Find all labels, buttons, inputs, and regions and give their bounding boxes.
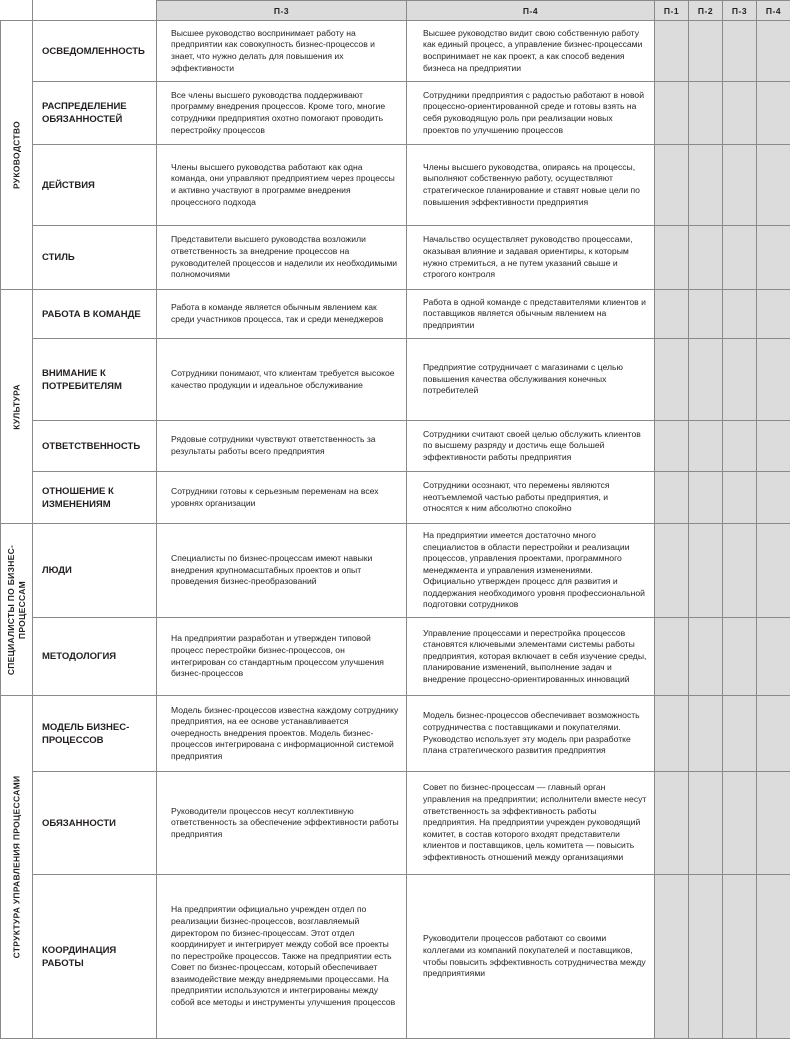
score-cell-p1[interactable] xyxy=(655,421,689,472)
table-row xyxy=(1,875,790,1039)
p4-description: Работа в одной команде с представителями клиентов и поставщиков является обычным явлением на предприятии xyxy=(407,290,655,339)
score-cell-p2[interactable] xyxy=(689,82,723,145)
group-label-line1: СПЕЦИАЛИСТЫ ПО БИЗНЕС- xyxy=(5,544,16,675)
criterion-cell: РАБОТА В КОМАНДЕ xyxy=(33,290,157,339)
score-cell-p4[interactable] xyxy=(757,290,790,339)
score-cell-p1[interactable] xyxy=(655,145,689,226)
criterion-cell: КООРДИНАЦИЯ РАБОТЫ xyxy=(33,875,157,1039)
score-cell-p3[interactable] xyxy=(723,290,757,339)
header-score-p4: П-4 xyxy=(757,1,790,21)
score-cell-p3[interactable] xyxy=(723,339,757,421)
table-row xyxy=(1,21,790,82)
p4-description: Члены высшего руководства, опираясь на процессы, выполняют собственную работу, осуществляют стратегическое планирование и ставят новые цели по повышения эффективности предприятия xyxy=(407,145,655,226)
criterion-cell: ЛЮДИ xyxy=(33,524,157,618)
score-cell-p3[interactable] xyxy=(723,21,757,82)
group-label: РУКОВОДСТВО xyxy=(11,120,21,190)
p3-description: Члены высшего руководства работают как одна команда, они управляют предприятием через процессы и активно участвуют в программе внедрения процессного подхода xyxy=(157,145,407,226)
score-cell-p1[interactable] xyxy=(655,696,689,772)
header-score-p1: П-1 xyxy=(655,1,689,21)
p4-description: Сотрудники осознают, что перемены являются неотъемлемой частью работы предприятия, и относятся к ним абсолютно спокойно xyxy=(407,472,655,524)
score-cell-p1[interactable] xyxy=(655,472,689,524)
p3-description: Рядовые сотрудники чувствуют ответственность за результаты работы всего предприятия xyxy=(157,421,407,472)
criterion-cell: ДЕЙСТВИЯ xyxy=(33,145,157,226)
score-cell-p2[interactable] xyxy=(689,696,723,772)
score-cell-p4[interactable] xyxy=(757,618,790,696)
criterion-cell: МОДЕЛЬ БИЗНЕС-ПРОЦЕССОВ xyxy=(33,696,157,772)
criterion-cell: СТИЛЬ xyxy=(33,226,157,290)
p4-description: Совет по бизнес-процессам — главный орган управления на предприятии; исполнители вместе несут ответственность за эффективность работы предприятия. На предприятии учрежден руководящий комитет, в состав которого входят представители клиентов и поставщиков, цель комитета — повысить эффективность отношений между организациями xyxy=(407,772,655,875)
table-row xyxy=(1,290,790,339)
score-cell-p4[interactable] xyxy=(757,226,790,290)
score-cell-p2[interactable] xyxy=(689,145,723,226)
criterion-cell: МЕТОДОЛОГИЯ xyxy=(33,618,157,696)
group-label: СТРУКТУРА УПРАВЛЕНИЯ ПРОЦЕССАМИ xyxy=(11,775,21,959)
score-cell-p4[interactable] xyxy=(757,472,790,524)
group-specialists xyxy=(1,524,33,696)
p4-description: Управление процессами и перестройка процессов становятся ключевыми элементами системы работы предприятия, которая включает в себя изучение среды, планирование изменений, выполнение задач и внедрение процессно-ориентированных инноваций xyxy=(407,618,655,696)
score-cell-p1[interactable] xyxy=(655,226,689,290)
score-cell-p2[interactable] xyxy=(689,21,723,82)
p4-description: Высшее руководство видит свою собственную работу как единый процесс, а управление бизнес-процессами воспринимает не как проект, а как способ ведения бизнеса на предприятии xyxy=(407,21,655,82)
header-corner xyxy=(1,1,33,21)
score-cell-p2[interactable] xyxy=(689,875,723,1039)
score-cell-p3[interactable] xyxy=(723,226,757,290)
p4-description: Руководители процессов работают со своими коллегами из компаний покупателей и поставщиков, чтобы повысить эффективность сотрудничества между предприятиями xyxy=(407,875,655,1039)
p3-description: Сотрудники готовы к серьезным переменам на всех уровнях организации xyxy=(157,472,407,524)
group-leadership xyxy=(1,21,33,290)
score-cell-p2[interactable] xyxy=(689,472,723,524)
criterion-cell: ОСВЕДОМЛЕННОСТЬ xyxy=(33,21,157,82)
p3-description: Сотрудники понимают, что клиентам требуется высокое качество продукции и идеальное обслуживание xyxy=(157,339,407,421)
score-cell-p1[interactable] xyxy=(655,524,689,618)
table-row xyxy=(1,145,790,226)
table-row xyxy=(1,82,790,145)
group-label: КУЛЬТУРА xyxy=(11,383,21,430)
p3-description: На предприятии официально учрежден отдел по реализации бизнес-процессов, возглавляемый директором по бизнес-процессам. Этот отдел координирует и интегрирует между собой все проекты по перестройке процессов. Также на предприятии есть Совет по бизнес-процессам, который обеспечивает взаимодействие между внедряемыми процессами. На предприятии используются и интегрированы между собой все методы и инструменты улучшения процессов xyxy=(157,875,407,1039)
score-cell-p2[interactable] xyxy=(689,290,723,339)
group-structure xyxy=(1,696,33,1039)
score-cell-p4[interactable] xyxy=(757,875,790,1039)
criterion-cell: ОТВЕТСТВЕННОСТЬ xyxy=(33,421,157,472)
criterion-cell: ОБЯЗАННОСТИ xyxy=(33,772,157,875)
score-cell-p4[interactable] xyxy=(757,421,790,472)
criterion-cell: РАСПРЕДЕЛЕНИЕ ОБЯЗАННОСТЕЙ xyxy=(33,82,157,145)
header-p3: П-3 xyxy=(157,1,407,21)
header-p4: П-4 xyxy=(407,1,655,21)
score-cell-p4[interactable] xyxy=(757,21,790,82)
score-cell-p2[interactable] xyxy=(689,524,723,618)
criterion-cell: ВНИМАНИЕ К ПОТРЕБИТЕЛЯМ xyxy=(33,339,157,421)
score-cell-p1[interactable] xyxy=(655,339,689,421)
score-cell-p4[interactable] xyxy=(757,772,790,875)
score-cell-p4[interactable] xyxy=(757,696,790,772)
p4-description: Модель бизнес-процессов обеспечивает возможность сотрудничества с поставщиками и покупателями. Руководство использует эту модель при разработке плана стратегического развития предприятия xyxy=(407,696,655,772)
score-cell-p1[interactable] xyxy=(655,21,689,82)
group-label-line2: ПРОЦЕССАМ xyxy=(16,580,27,639)
score-cell-p4[interactable] xyxy=(757,145,790,226)
score-cell-p1[interactable] xyxy=(655,875,689,1039)
table-row xyxy=(1,524,790,618)
table-row xyxy=(1,226,790,290)
score-cell-p1[interactable] xyxy=(655,772,689,875)
score-cell-p3[interactable] xyxy=(723,696,757,772)
header-score-p3: П-3 xyxy=(723,1,757,21)
score-cell-p1[interactable] xyxy=(655,290,689,339)
score-cell-p4[interactable] xyxy=(757,82,790,145)
score-cell-p2[interactable] xyxy=(689,618,723,696)
table-row xyxy=(1,696,790,772)
table-row xyxy=(1,772,790,875)
score-cell-p3[interactable] xyxy=(723,618,757,696)
table-row xyxy=(1,472,790,524)
table-row xyxy=(1,421,790,472)
header-row xyxy=(1,1,790,21)
score-cell-p3[interactable] xyxy=(723,772,757,875)
header-criterion-blank xyxy=(33,1,157,21)
group-culture xyxy=(1,290,33,524)
p3-description: Все члены высшего руководства поддерживают программу внедрения процессов. Кроме того, многие сотрудники предприятия охотно помогают проводить перестройку процессов xyxy=(157,82,407,145)
score-cell-p1[interactable] xyxy=(655,618,689,696)
p4-description: Предприятие сотрудничает с магазинами с целью повышения качества обслуживания конечных потребителей xyxy=(407,339,655,421)
score-cell-p2[interactable] xyxy=(689,421,723,472)
score-cell-p3[interactable] xyxy=(723,875,757,1039)
criterion-cell: ОТНОШЕНИЕ К ИЗМЕНЕНИЯМ xyxy=(33,472,157,524)
header-score-p2: П-2 xyxy=(689,1,723,21)
score-cell-p3[interactable] xyxy=(723,145,757,226)
score-cell-p3[interactable] xyxy=(723,524,757,618)
p3-description: На предприятии разработан и утвержден типовой процесс перестройки бизнес-процессов, он интегрирован со стандартным процессом улучшения бизнес-процессов xyxy=(157,618,407,696)
p3-description: Специалисты по бизнес-процессам имеют навыки внедрения крупномасштабных проектов и опыт проведения бизнес-преобразований xyxy=(157,524,407,618)
score-cell-p2[interactable] xyxy=(689,226,723,290)
score-cell-p4[interactable] xyxy=(757,339,790,421)
p3-description: Руководители процессов несут коллективную ответственность за обеспечение эффективности работы предприятия xyxy=(157,772,407,875)
table-row xyxy=(1,618,790,696)
score-cell-p2[interactable] xyxy=(689,339,723,421)
table-row xyxy=(1,339,790,421)
score-cell-p2[interactable] xyxy=(689,772,723,875)
score-cell-p3[interactable] xyxy=(723,82,757,145)
score-cell-p4[interactable] xyxy=(757,524,790,618)
p3-description: Представители высшего руководства возложили ответственность за внедрение процессов на руководителей процессов и наделили их необходимыми полномочиями xyxy=(157,226,407,290)
p4-description: Сотрудники считают своей целью обслужить клиентов по высшему разряду и достичь еще большей эффективности работы предприятия xyxy=(407,421,655,472)
p3-description: Высшее руководство воспринимает работу на предприятии как совокупность бизнес-процессов и знает, что нужно делать для повышения их эффективности xyxy=(157,21,407,82)
p4-description: Начальство осуществляет руководство процессами, оказывая влияние и задавая ориентиры, к которым нужно стремиться, а не путем указаний свыше и строгого контроля xyxy=(407,226,655,290)
p4-description: На предприятии имеется достаточно много специалистов в области перестройки и реализации процессов, управления проектами, программного менеджмента и управления изменениями. Официально утвержден процесс для развития и поддержания необходимого уровня профессиональной подготовки сотрудников xyxy=(407,524,655,618)
group-label xyxy=(6,544,28,674)
p4-description: Сотрудники предприятия с радостью работают в новой процессно-ориентированной среде и готовы взять на себя руководящую роль при реализации новых проектов по улучшению процессов xyxy=(407,82,655,145)
p3-description: Работа в команде является обычным явлением как среди участников процесса, так и среди менеджеров xyxy=(157,290,407,339)
score-cell-p1[interactable] xyxy=(655,82,689,145)
score-cell-p3[interactable] xyxy=(723,472,757,524)
score-cell-p3[interactable] xyxy=(723,421,757,472)
p3-description: Модель бизнес-процессов известна каждому сотруднику предприятия, на ее основе устанавливается очередность внедрения проектов. Модель бизнес-процессов интегрирована с информационной системой предприятия xyxy=(157,696,407,772)
